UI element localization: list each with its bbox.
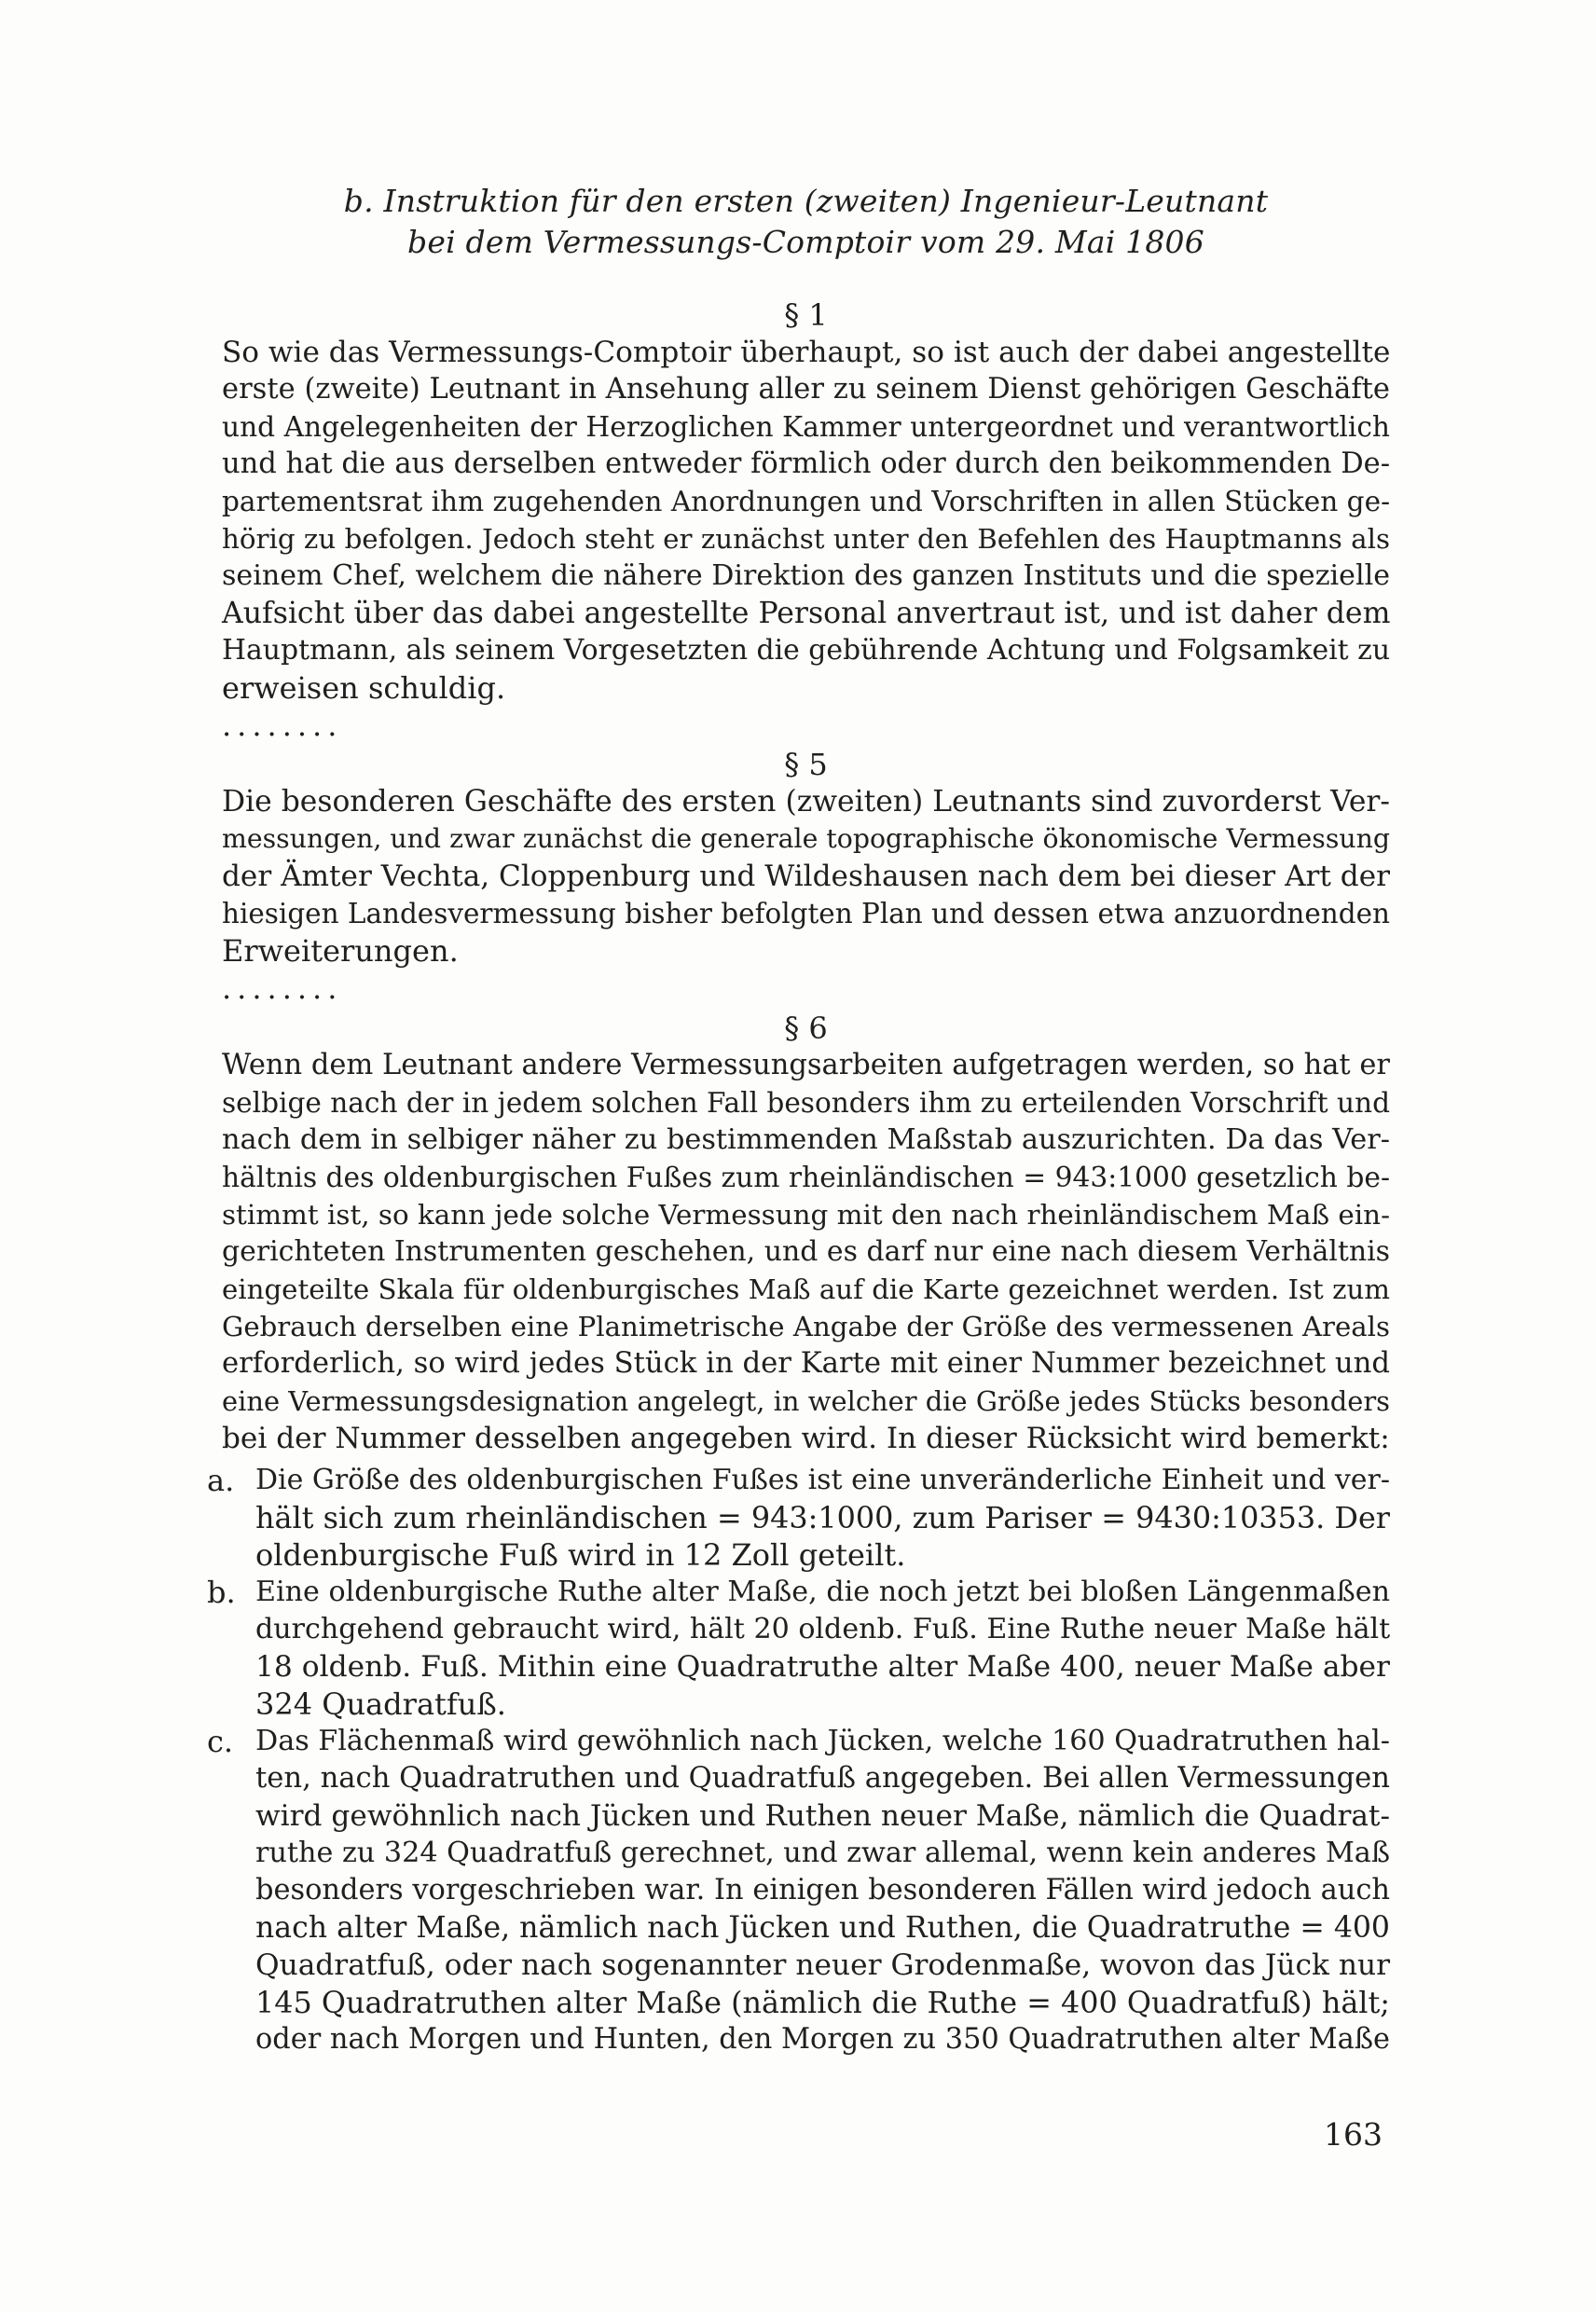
- text-line: nach dem in selbiger näher zu bestimmenden Maßstab auszurichten. Da das Ver-: [222, 1123, 1390, 1156]
- title-line-2: bei dem Vermessungs-Comptoir vom 29. Mai 1806: [407, 224, 1204, 260]
- section-1: [222, 296, 1390, 744]
- text-line: wird gewöhnlich nach Jücken und Ruthen neuer Maße, nämlich die Quadrat-: [255, 1799, 1390, 1833]
- text-line: Eine oldenburgische Ruthe alter Maße, die noch jetzt bei bloßen Längenmaßen: [255, 1576, 1390, 1608]
- list-item-b: [207, 1574, 1391, 1723]
- text-line: Erweiterungen.: [222, 933, 459, 969]
- text-line: ten, nach Quadratruthen und Quadratfuß angegeben. Bei allen Vermessungen: [255, 1762, 1390, 1795]
- text-line: Gebrauch derselben eine Planimetrische Angabe der Größe des vermessenen Areals: [222, 1311, 1390, 1342]
- title-line-1: b. Instruktion für den ersten (zweiten) Ingenieur-Leutnant: [343, 183, 1269, 219]
- text-line: besonders vorgeschrieben war. In einigen besonderen Fällen wird jedoch auch: [255, 1874, 1390, 1906]
- section-heading: § 5: [784, 747, 828, 782]
- list-item-c: [207, 1723, 1390, 2058]
- chapter-title: [222, 181, 1390, 263]
- text-line: oldenburgische Fuß wird in 12 Zoll geteilt.: [255, 1537, 906, 1573]
- text-line: erforderlich, so wird jedes Stück in der Karte mit einer Nummer bezeichnet und: [222, 1347, 1390, 1380]
- text-line: ruthe zu 324 Quadratfuß gerechnet, und zwar allemal, wenn kein anderes Maß: [255, 1837, 1390, 1869]
- text-line: Aufsicht über das dabei angestellte Personal anvertraut ist, und ist daher dem: [222, 597, 1391, 630]
- text-line: durchgehend gebraucht wird, hält 20 oldenb. Fuß. Eine Ruthe neuer Maße hält: [255, 1613, 1391, 1645]
- list-marker: b.: [207, 1575, 236, 1610]
- text-line: hiesigen Landesvermessung bisher befolgten Plan und dessen etwa anzuordnenden: [222, 898, 1390, 929]
- text-line: Die Größe des oldenburgischen Fußes ist eine unveränderliche Einheit und ver-: [255, 1464, 1390, 1496]
- text-line: 324 Quadratfuß.: [255, 1686, 506, 1722]
- rule-list: [207, 1462, 1391, 2058]
- text-line: 18 oldenb. Fuß. Mithin eine Quadratruthe alter Maße 400, neuer Maße aber: [255, 1650, 1390, 1684]
- ellipsis-dots: ........: [222, 708, 343, 743]
- text-line: messungen, und zwar zunächst die generale topographische ökonomische Vermessung: [222, 823, 1390, 854]
- text-line: hält sich zum rheinländischen = 943:1000, zum Pariser = 9430:10353. Der: [255, 1500, 1390, 1535]
- section-paragraph: [222, 783, 1390, 970]
- text-line: Die besonderen Geschäfte des ersten (zweiten) Leutnants sind zuvorderst Ver-: [222, 785, 1390, 819]
- text-line: stimmt ist, so kann jede solche Vermessung mit den nach rheinländischem Maß ein-: [222, 1199, 1390, 1231]
- text-line: seinem Chef, welchem die nähere Direktion des ganzen Instituts und die spezielle: [222, 559, 1390, 592]
- ellipsis-dots: ........: [222, 970, 343, 1006]
- list-marker: c.: [207, 1724, 234, 1759]
- text-line: partementsrat ihm zugehenden Anordnungen und Vorschriften in allen Stücken ge-: [222, 486, 1391, 517]
- text-line: Das Flächenmaß wird gewöhnlich nach Jücken, welche 160 Quadratruthen hal-: [255, 1725, 1390, 1757]
- text-line: eingeteilte Skala für oldenburgisches Maß auf die Karte gezeichnet werden. Ist zum: [222, 1273, 1390, 1305]
- section-heading: § 6: [784, 1011, 828, 1046]
- text-line: 145 Quadratruthen alter Maße (nämlich die Ruthe = 400 Quadratfuß) hält;: [255, 1985, 1390, 2020]
- section-heading: § 1: [784, 297, 828, 333]
- text-line: oder nach Morgen und Hunten, den Morgen zu 350 Quadratruthen alter Maße: [255, 2023, 1390, 2056]
- page-number: 163: [1324, 2116, 1383, 2153]
- text-line: nach alter Maße, nämlich nach Jücken und Ruthen, die Quadratruthe = 400: [255, 1911, 1390, 1945]
- text-line: So wie das Vermessungs-Comptoir überhaupt, so ist auch der dabei angestellte: [222, 336, 1391, 369]
- list-marker: a.: [207, 1463, 235, 1498]
- text-line: der Ämter Vechta, Cloppenburg und Wildeshausen nach dem bei dieser Art der: [222, 860, 1390, 893]
- section-paragraph: [222, 1047, 1390, 1457]
- text-line: und Angelegenheiten der Herzoglichen Kammer untergeordnet und verantwortlich: [222, 410, 1390, 443]
- section-paragraph: [222, 334, 1390, 707]
- text-line: gerichteten Instrumenten geschehen, und es darf nur eine nach diesem Verhältnis: [222, 1235, 1390, 1268]
- section-6: [222, 1010, 1390, 1457]
- text-line: erste (zweite) Leutnant in Ansehung aller zu seinem Dienst gehörigen Geschäfte: [222, 373, 1390, 406]
- text-line: und hat die aus derselben entweder förmlich oder durch den beikommenden De-: [222, 447, 1390, 480]
- text-line: selbige nach der in jedem solchen Fall besonders ihm zu erteilenden Vorschrift und: [222, 1087, 1390, 1119]
- text-line: Hauptmann, als seinem Vorgesetzten die gebührende Achtung und Folgsamkeit zu: [222, 634, 1391, 667]
- list-item-a: [207, 1462, 1390, 1574]
- text-line: eine Vermessungsdesignation angelegt, in welcher die Größe jedes Stücks besonders: [222, 1385, 1390, 1417]
- section-5: [222, 746, 1390, 1007]
- text-line: hältnis des oldenburgischen Fußes zum rheinländischen = 943:1000 gesetzlich be-: [222, 1161, 1390, 1193]
- text-line: Quadratfuß, oder nach sogenannter neuer Grodenmaße, wovon das Jück nur: [255, 1948, 1390, 1982]
- text-line: Wenn dem Leutnant andere Vermessungsarbeiten aufgetragen werden, so hat er: [222, 1049, 1390, 1081]
- text-line: erweisen schuldig.: [222, 670, 506, 706]
- text-line: hörig zu befolgen. Jedoch steht er zunächst unter den Befehlen des Hauptmanns als: [222, 523, 1390, 555]
- text-line: bei der Nummer desselben angegeben wird. In dieser Rücksicht wird bemerkt:: [222, 1422, 1390, 1455]
